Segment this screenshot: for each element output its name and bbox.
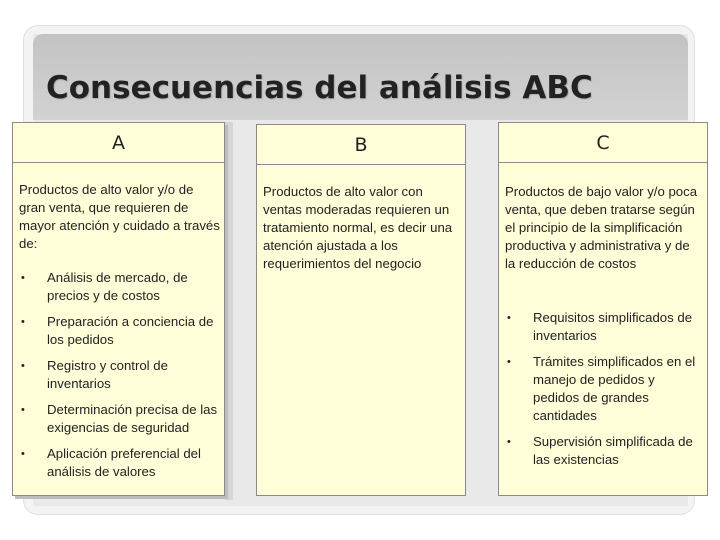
column-b <box>256 124 466 496</box>
column-a <box>12 122 225 496</box>
bullet-icon: • <box>21 360 25 372</box>
bullet-icon: • <box>507 312 511 324</box>
column-c-description: Productos de bajo valor y/o poca venta, que deben tratarse según el principio de la simplificación productiva y administrativa y de la reducción de costos <box>505 184 698 271</box>
column-c-header: C <box>499 123 707 163</box>
bullet-icon: • <box>21 316 25 328</box>
bullet-icon: • <box>21 272 25 284</box>
bullet-icon: • <box>21 448 25 460</box>
column-a-header: A <box>13 123 224 163</box>
column-shadow <box>225 122 233 500</box>
list-item: • Requisitos simplificados de inventarios <box>507 310 693 343</box>
column-b-header: B <box>257 125 465 165</box>
list-item: • Análisis de mercado, de precios y de costos <box>21 270 188 303</box>
column-a-description: Productos de alto valor y/o de gran venta, que requieren de mayor atención y cuidado a través de: <box>19 182 220 251</box>
slide-title: Consecuencias del análisis ABC <box>46 70 593 106</box>
bullet-icon: • <box>507 356 511 368</box>
bullet-icon: • <box>507 436 511 448</box>
list-item: • Determinación precisa de las exigencias de seguridad <box>21 402 218 435</box>
list-item: • Registro y control de inventarios <box>21 358 168 391</box>
column-c-list <box>505 309 703 477</box>
column-a-list <box>19 269 220 489</box>
bullet-icon: • <box>21 404 25 416</box>
list-item: • Aplicación preferencial del análisis de valores <box>21 446 201 479</box>
list-item: • Trámites simplificados en el manejo de pedidos y pedidos de grandes cantidades <box>507 354 696 423</box>
column-c <box>498 122 708 496</box>
column-b-description: Productos de alto valor con ventas moderadas requieren un tratamiento normal, es decir una atención ajustada a los requerimientos del negocio <box>263 184 453 271</box>
list-item: • Preparación a conciencia de los pedidos <box>21 314 214 347</box>
list-item: • Supervisión simplificada de las existencias <box>507 434 693 467</box>
